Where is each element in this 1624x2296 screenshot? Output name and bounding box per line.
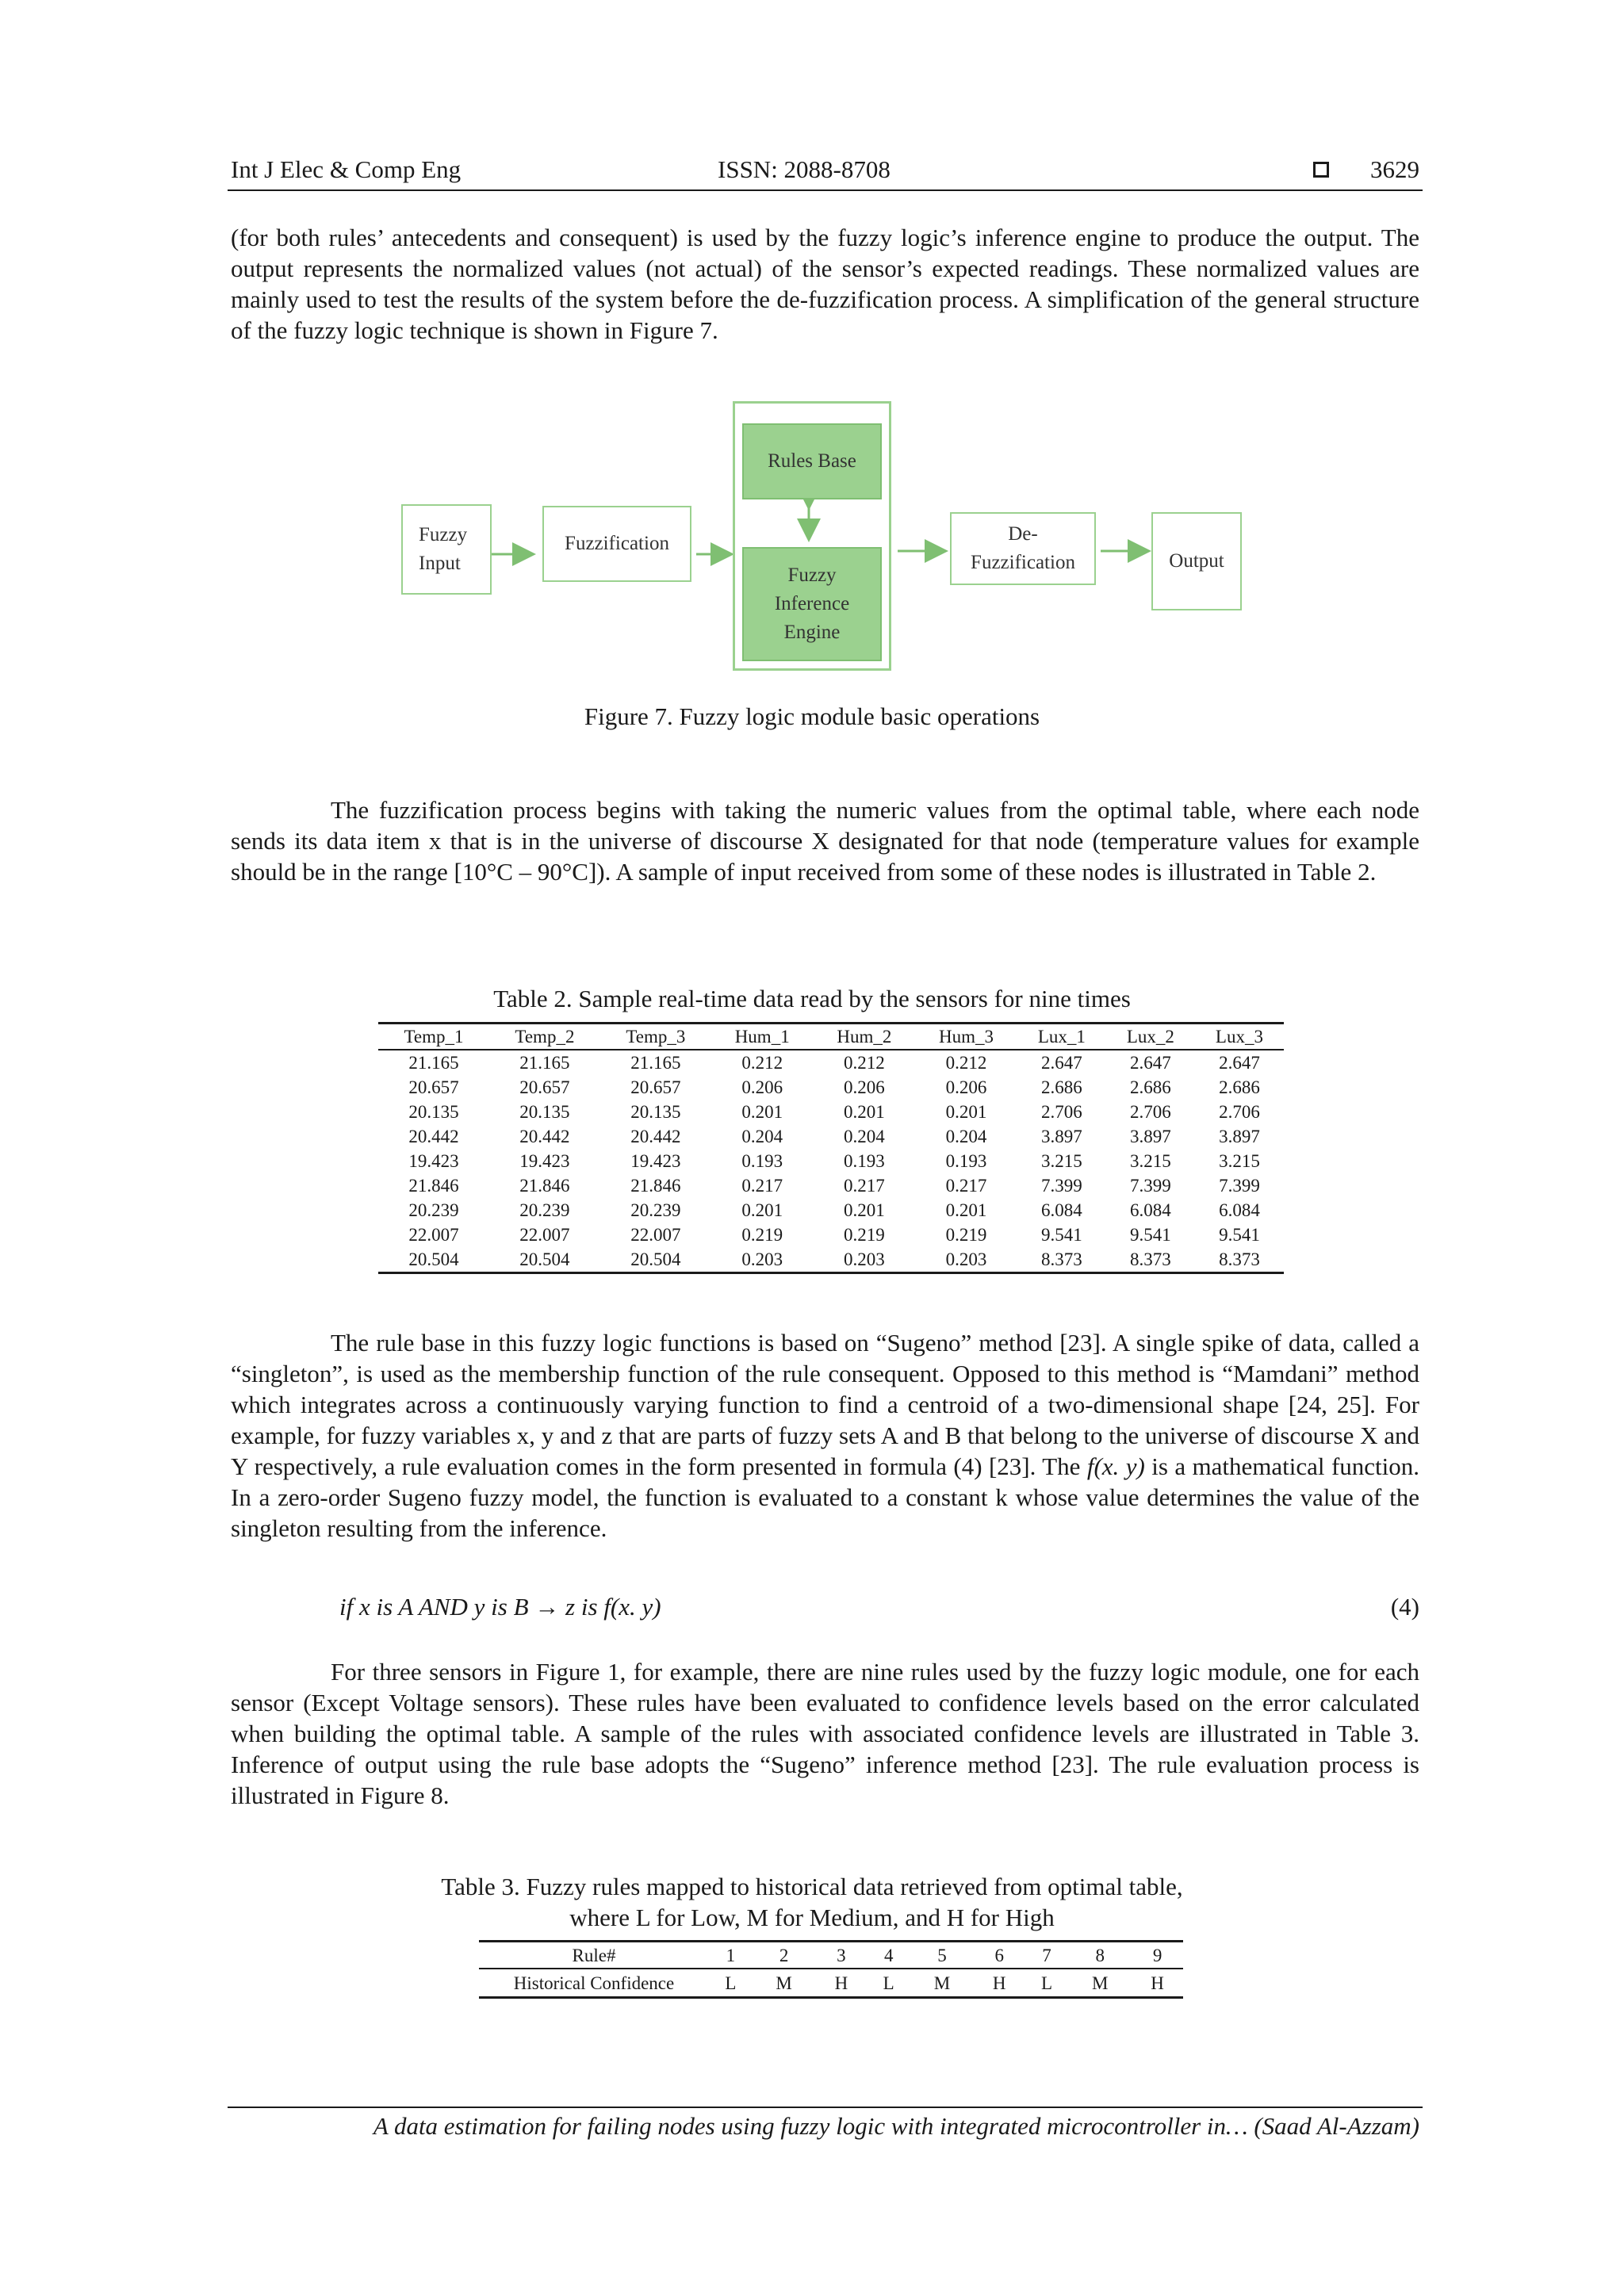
running-header [231, 155, 1419, 189]
table-2-row [378, 1075, 1284, 1100]
table-3 [479, 1940, 1183, 1999]
table-2-cell: 20.442 [519, 1127, 570, 1146]
confidence-cell: H [834, 1973, 848, 1993]
table-2-cell: 7.399 [1219, 1176, 1260, 1196]
table-2-caption: Table 2. Sample real-time data read by the sensors for nine times [493, 985, 1131, 1012]
table-2-cell: 2.706 [1130, 1102, 1171, 1122]
issn: ISSN: 2088-8708 [718, 155, 891, 183]
table-2-cell: 20.504 [519, 1249, 570, 1269]
inference-engine-box: Fuzzy Inference Engine [742, 547, 882, 661]
table-2-row [378, 1173, 1284, 1198]
table-2-cell: 0.203 [945, 1249, 987, 1269]
table-2-column-header: Hum_1 [711, 1024, 814, 1050]
page-number-group [1313, 155, 1419, 184]
table-2-cell: 3.215 [1219, 1151, 1260, 1171]
table-2-cell: 2.647 [1130, 1053, 1171, 1073]
function-fxy: f(x. y) [1086, 1452, 1145, 1480]
table-2-cell: 0.193 [741, 1151, 783, 1171]
table-2-cell: 20.657 [408, 1077, 459, 1097]
table-2-column-header: Hum_3 [915, 1024, 1017, 1050]
paragraph-1: (for both rules’ antecedents and consequent) is used by the fuzzy logic’s inference engine to produce the output. The output represents the normalized values (not actual) of the sensor’s expected readings. These normalized values are mainly used to test the results of the system before the de-fuzzification process. A simplification of the general structure of the fuzzy logic technique is shown in Figure 7. [231, 224, 1419, 344]
table-2-cell: 8.373 [1130, 1249, 1171, 1269]
table-2-cell: 21.165 [630, 1053, 681, 1073]
table-2-cell: 22.007 [519, 1225, 570, 1245]
rule-number-cell: 7 [1025, 1942, 1069, 1969]
rule-number-cell: 5 [910, 1942, 974, 1969]
table-2-cell: 22.007 [630, 1225, 681, 1245]
table-2-column-header: Lux_1 [1017, 1024, 1106, 1050]
header-rule [228, 189, 1423, 191]
table-2-cell: 0.201 [843, 1200, 885, 1220]
table-2-column-header: Temp_3 [600, 1024, 711, 1050]
table-2-cell: 20.657 [630, 1077, 681, 1097]
table-2-cell: 0.206 [843, 1077, 885, 1097]
table-2-column-header: Lux_2 [1106, 1024, 1195, 1050]
table-3-confidence-row [479, 1969, 1183, 1998]
table-2-cell: 3.897 [1219, 1127, 1260, 1146]
rule-number-cell: 2 [753, 1942, 816, 1969]
table-2-cell: 6.084 [1219, 1200, 1260, 1220]
table-2-cell: 0.219 [843, 1225, 885, 1245]
table-2-cell: 0.204 [945, 1127, 987, 1146]
page-number: 3629 [1370, 155, 1419, 183]
table-2-cell: 2.647 [1219, 1053, 1260, 1073]
table-2-cell: 0.212 [741, 1053, 783, 1073]
rule-number-cell: 1 [709, 1942, 753, 1969]
table-2-cell: 21.846 [630, 1176, 681, 1196]
table-2-column-header: Hum_2 [814, 1024, 916, 1050]
table-2-cell: 20.504 [630, 1249, 681, 1269]
confidence-cell: M [776, 1973, 792, 1993]
confidence-cell: H [992, 1973, 1006, 1993]
output-box: Output [1151, 512, 1242, 610]
table-2-cell: 3.897 [1130, 1127, 1171, 1146]
table-2-cell: 19.423 [408, 1151, 459, 1171]
table-2-cell: 0.217 [945, 1176, 987, 1196]
table-2-cell: 19.423 [519, 1151, 570, 1171]
table-2-cell: 2.686 [1130, 1077, 1171, 1097]
fuzzy-input-box: Fuzzy Input [401, 504, 492, 595]
table-2-cell: 2.686 [1219, 1077, 1260, 1097]
table-2-column-header: Lux_3 [1195, 1024, 1284, 1050]
table-2-column-header: Temp_2 [489, 1024, 600, 1050]
paragraph-2: The fuzzification process begins with taking the numeric values from the optimal table, where each node sends its data item x that is in the universe of discourse X designated for that node (temperature values for example should be in the range [10°C – 90°C]). A sample of input received from some of these nodes is illustrated in Table 2. [231, 796, 1419, 886]
table-2-cell: 0.212 [945, 1053, 987, 1073]
square-bullet-icon [1313, 162, 1329, 178]
table-2-cell: 7.399 [1041, 1176, 1082, 1196]
table-2-row [378, 1124, 1284, 1149]
table-2-cell: 0.201 [945, 1200, 987, 1220]
table-2-cell: 0.212 [843, 1053, 885, 1073]
table-2-cell: 20.135 [408, 1102, 459, 1122]
rules-base-box: Rules Base [742, 423, 882, 499]
table-2-cell: 8.373 [1219, 1249, 1260, 1269]
table-2-cell: 0.201 [843, 1102, 885, 1122]
footer-rule [228, 2107, 1423, 2108]
table-2-cell: 0.203 [843, 1249, 885, 1269]
table-2-row [378, 1247, 1284, 1273]
table-2-cell: 0.219 [945, 1225, 987, 1245]
table-2-cell: 8.373 [1041, 1249, 1082, 1269]
table-2-cell: 6.084 [1041, 1200, 1082, 1220]
table-2-cell: 20.239 [630, 1200, 681, 1220]
rule-number-cell: 3 [816, 1942, 868, 1969]
fuzzification-box: Fuzzification [542, 506, 691, 582]
table-2-cell: 20.239 [519, 1200, 570, 1220]
rule-number-cell: 4 [867, 1942, 910, 1969]
table-2-cell: 2.686 [1041, 1077, 1082, 1097]
table-2-row [378, 1198, 1284, 1223]
table-2-cell: 21.846 [519, 1176, 570, 1196]
table-2-cell: 0.217 [741, 1176, 783, 1196]
table-2-cell: 20.442 [408, 1127, 459, 1146]
table-2-cell: 9.541 [1041, 1225, 1082, 1245]
table-2-cell: 0.201 [741, 1200, 783, 1220]
formula-4-number: (4) [1390, 1593, 1419, 1621]
rule-number-label: Rule# [479, 1942, 709, 1969]
table-2-cell: 2.706 [1041, 1102, 1082, 1122]
table-2-cell: 0.206 [945, 1077, 987, 1097]
paragraph-3-text-b: is a mathematical function. In a zero-order Sugeno fuzzy model, the function is evaluated to a constant k whose value determines the value of the singleton resulting from the inference. [231, 1452, 1420, 1542]
table-2-cell: 0.204 [843, 1127, 885, 1146]
table-2-cell: 6.084 [1130, 1200, 1171, 1220]
table-2 [378, 1022, 1284, 1274]
table-2-cell: 0.201 [945, 1102, 987, 1122]
confidence-cell: M [933, 1973, 951, 1993]
table-2-cell: 2.706 [1219, 1102, 1260, 1122]
paragraph-3 [231, 1327, 1419, 1544]
table-2-cell: 9.541 [1219, 1225, 1260, 1245]
table-2-cell: 0.193 [945, 1151, 987, 1171]
table-2-column-header: Temp_1 [378, 1024, 489, 1050]
formula-4: if x is A AND y is B → z is f(x. y) [339, 1593, 661, 1621]
table-2-header-row [378, 1024, 1284, 1050]
table-2-row [378, 1100, 1284, 1124]
table-2-cell: 3.215 [1130, 1151, 1171, 1171]
table-2-cell: 20.442 [630, 1127, 681, 1146]
journal-name: Int J Elec & Comp Eng [231, 155, 462, 183]
historical-confidence-label: Historical Confidence [513, 1973, 675, 1993]
table-2-row [378, 1050, 1284, 1075]
table-2-cell: 20.135 [630, 1102, 681, 1122]
table-2-cell: 0.217 [843, 1176, 885, 1196]
table-2-cell: 20.657 [519, 1077, 570, 1097]
running-footer: A data estimation for failing nodes using fuzzy logic with integrated microcontroller in… (Saad Al-Azzam) [373, 2112, 1419, 2140]
figure-7-diagram [396, 401, 1269, 675]
figure-7-caption: Figure 7. Fuzzy logic module basic operations [584, 702, 1040, 730]
table-2-cell: 0.204 [741, 1127, 783, 1146]
table-3-caption-line-2: where L for Low, M for Medium, and H for High [569, 1904, 1055, 1931]
confidence-cell: H [1151, 1973, 1164, 1993]
confidence-cell: L [725, 1973, 737, 1993]
paragraph-3-text-a: The rule base in this fuzzy logic functions is based on “Sugeno” method [23]. A single spike of data, called a “singleton”, is used as the membership function of the rule consequent. Opposed to this method is “Mamdani” method which integrates across a continuously varying function to find a centroid of a two-dimensional shape [24, 25]. For example, for fuzzy variables x, y and z that are parts of fuzzy sets A and B that belong to the universe of discourse X and Y respectively, a rule evaluation comes in the form presented in formula (4) [23]. The [231, 1329, 1419, 1480]
table-2-cell: 0.203 [741, 1249, 783, 1269]
table-2-cell: 21.165 [408, 1053, 459, 1073]
confidence-cell: L [1040, 1973, 1053, 1993]
table-2-row [378, 1149, 1284, 1173]
rule-number-cell: 9 [1132, 1942, 1183, 1969]
rule-number-cell: 8 [1068, 1942, 1132, 1969]
table-2-cell: 2.647 [1041, 1053, 1082, 1073]
paragraph-4: For three sensors in Figure 1, for example, there are nine rules used by the fuzzy logic module, one for each sensor (Except Voltage sensors). These rules have been evaluated to confidence levels based on the error calculated when building the optimal table. A sample of the rules with associated confidence levels are illustrated in Table 3. Inference of output using the rule base adopts the “Sugeno” inference method [23]. The rule evaluation process is illustrated in Figure 8. [231, 1658, 1419, 1809]
table-2-cell: 19.423 [630, 1151, 681, 1171]
table-2-cell: 3.897 [1041, 1127, 1082, 1146]
table-2-cell: 20.239 [408, 1200, 459, 1220]
table-2-cell: 20.135 [519, 1102, 570, 1122]
table-2-row [378, 1223, 1284, 1247]
confidence-cell: L [883, 1973, 894, 1993]
confidence-cell: M [1092, 1973, 1109, 1993]
table-2-cell: 21.165 [519, 1053, 570, 1073]
table-2-cell: 0.193 [843, 1151, 885, 1171]
table-2-cell: 22.007 [408, 1225, 459, 1245]
table-2-cell: 20.504 [408, 1249, 459, 1269]
table-3-caption-line-1: Table 3. Fuzzy rules mapped to historical data retrieved from optimal table, [441, 1873, 1183, 1900]
defuzzification-box: De-Fuzzification [950, 512, 1096, 585]
table-2-cell: 3.215 [1041, 1151, 1082, 1171]
table-2-cell: 0.206 [741, 1077, 783, 1097]
rule-number-cell: 6 [974, 1942, 1025, 1969]
table-2-cell: 0.219 [741, 1225, 783, 1245]
table-2-cell: 9.541 [1130, 1225, 1171, 1245]
table-3-rule-row [479, 1942, 1183, 1969]
table-2-cell: 7.399 [1130, 1176, 1171, 1196]
table-2-cell: 21.846 [408, 1176, 459, 1196]
table-2-cell: 0.201 [741, 1102, 783, 1122]
